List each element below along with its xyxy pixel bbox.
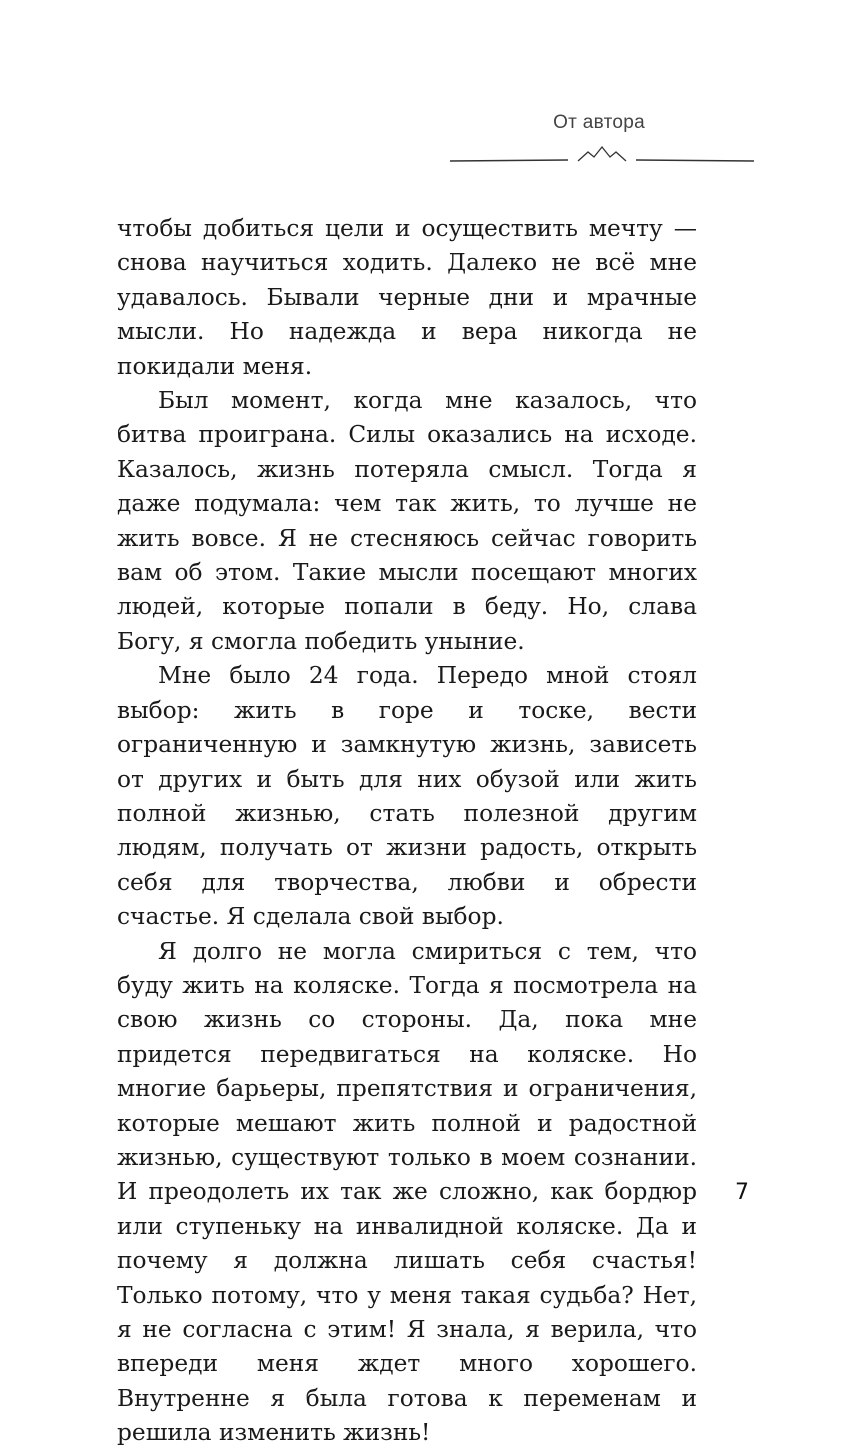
paragraph-2: Был момент, когда мне казалось, что битва проиграна. Силы оказались на исходе. Казалось, жизнь потеряла смысл. Тогда я даже подумала: чем так жить, то лучше не жить вовсе. Я не стесняюсь сейчас говорить вам об этом. Такие мысли посещают многих людей, которые попали в беду. Но, слава Богу, я смогла победить уныние. <box>117 387 697 655</box>
section-title: От автора <box>553 112 645 133</box>
paragraph-3: Мне было 24 года. Передо мной стоял выбор: жить в горе и тоске, вести ограниченную и замкнутую жизнь, зависеть от других и быть для них обузой или жить полной жизнью, стать полезной другим людям, получать от жизни радость, открыть себя для творчества, любви и обрести счастье. Я сделала свой выбор. <box>117 662 697 931</box>
body-text <box>117 212 697 1451</box>
paragraph-1: чтобы добиться цели и осуществить мечту — снова научиться ходить. Далеко не всё мне удавалось. Бывали черные дни и мрачные мысли. Но надежда и вера никогда не покидали меня. <box>117 215 697 380</box>
paragraph-4: Я долго не могла смириться с тем, что буду жить на коляске. Тогда я посмотрела на свою жизнь со стороны. Да, пока мне придется передвигаться на коляске. Но многие барьеры, препятствия и ограничения, которые мешают жить полной и радостной жизнью, существуют только в моем сознании. И преодолеть их так же сложно, как бордюр или ступеньку на инвалидной коляске. Да и почему я должна лишать себя счастья! Только потому, что у меня такая судьба? Нет, я не согласна с этим! Я знала, я верила, что впереди меня ждет много хорошего. Внутренне я была готова к переменам и решила изменить жизнь! <box>117 937 697 1447</box>
header-ornament <box>450 144 755 173</box>
page-number: 7 <box>735 1180 749 1205</box>
mountains-icon <box>450 144 755 168</box>
